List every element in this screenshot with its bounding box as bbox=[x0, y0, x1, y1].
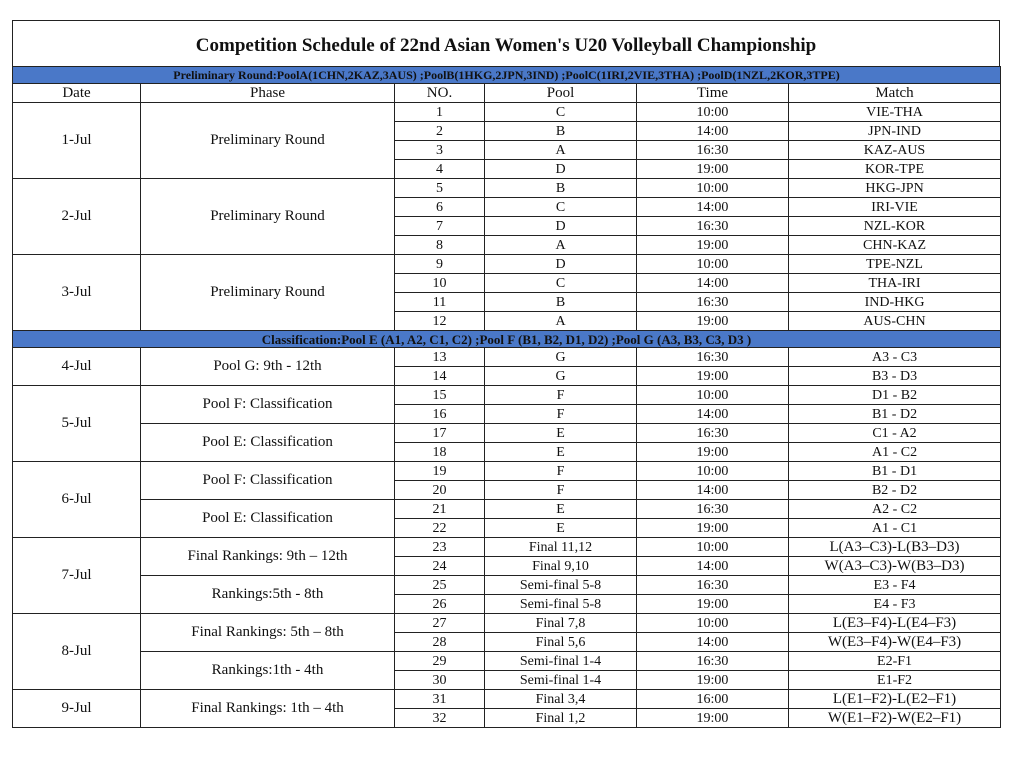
match-cell: A1 - C2 bbox=[789, 443, 1001, 462]
match-no-cell: 22 bbox=[395, 519, 485, 538]
match-no-cell: 1 bbox=[395, 103, 485, 122]
date-cell: 1-Jul bbox=[13, 103, 141, 179]
match-no-cell: 25 bbox=[395, 576, 485, 595]
time-cell: 16:30 bbox=[637, 217, 789, 236]
match-cell: L(E3–F4)-L(E4–F3) bbox=[789, 614, 1001, 633]
match-no-cell: 26 bbox=[395, 595, 485, 614]
time-cell: 10:00 bbox=[637, 255, 789, 274]
table-row bbox=[13, 386, 1001, 405]
match-cell: B1 - D2 bbox=[789, 405, 1001, 424]
phase-cell: Preliminary Round bbox=[141, 179, 395, 255]
match-cell: B3 - D3 bbox=[789, 367, 1001, 386]
pool-cell: Semi-final 1-4 bbox=[485, 652, 637, 671]
time-cell: 10:00 bbox=[637, 614, 789, 633]
time-cell: 16:30 bbox=[637, 141, 789, 160]
time-cell: 14:00 bbox=[637, 481, 789, 500]
match-no-cell: 7 bbox=[395, 217, 485, 236]
date-cell: 2-Jul bbox=[13, 179, 141, 255]
match-no-cell: 21 bbox=[395, 500, 485, 519]
table-row bbox=[13, 348, 1001, 367]
match-cell: KOR-TPE bbox=[789, 160, 1001, 179]
match-no-cell: 32 bbox=[395, 709, 485, 728]
header-date: Date bbox=[13, 84, 141, 103]
match-cell: D1 - B2 bbox=[789, 386, 1001, 405]
pool-cell: C bbox=[485, 198, 637, 217]
time-cell: 19:00 bbox=[637, 443, 789, 462]
time-cell: 19:00 bbox=[637, 312, 789, 331]
header-no: NO. bbox=[395, 84, 485, 103]
pool-cell: E bbox=[485, 500, 637, 519]
pool-cell: Semi-final 5-8 bbox=[485, 576, 637, 595]
table-row bbox=[13, 576, 1001, 595]
phase-cell: Rankings:5th - 8th bbox=[141, 576, 395, 614]
match-cell: E3 - F4 bbox=[789, 576, 1001, 595]
match-no-cell: 6 bbox=[395, 198, 485, 217]
time-cell: 16:30 bbox=[637, 293, 789, 312]
match-cell: NZL-KOR bbox=[789, 217, 1001, 236]
match-no-cell: 5 bbox=[395, 179, 485, 198]
phase-cell: Pool G: 9th - 12th bbox=[141, 348, 395, 386]
pool-cell: B bbox=[485, 293, 637, 312]
time-cell: 14:00 bbox=[637, 633, 789, 652]
time-cell: 16:30 bbox=[637, 348, 789, 367]
date-cell: 9-Jul bbox=[13, 690, 141, 728]
match-cell: TPE-NZL bbox=[789, 255, 1001, 274]
pool-cell: F bbox=[485, 386, 637, 405]
match-cell: E4 - F3 bbox=[789, 595, 1001, 614]
table-row bbox=[13, 614, 1001, 633]
schedule-table bbox=[12, 66, 1001, 728]
table-row bbox=[13, 500, 1001, 519]
preliminary-banner bbox=[13, 67, 1001, 84]
match-cell: KAZ-AUS bbox=[789, 141, 1001, 160]
time-cell: 14:00 bbox=[637, 198, 789, 217]
match-no-cell: 24 bbox=[395, 557, 485, 576]
match-cell: JPN-IND bbox=[789, 122, 1001, 141]
preliminary-banner-text: Preliminary Round:PoolA(1CHN,2KAZ,3AUS) ;PoolB(1HKG,2JPN,3IND) ;PoolC(1IRI,2VIE,3THA) ;PoolD(1NZL,2KOR,3TPE) bbox=[13, 67, 1001, 84]
match-no-cell: 31 bbox=[395, 690, 485, 709]
match-cell: B1 - D1 bbox=[789, 462, 1001, 481]
match-no-cell: 14 bbox=[395, 367, 485, 386]
phase-cell: Pool F: Classification bbox=[141, 386, 395, 424]
pool-cell: E bbox=[485, 443, 637, 462]
time-cell: 14:00 bbox=[637, 122, 789, 141]
time-cell: 19:00 bbox=[637, 671, 789, 690]
match-no-cell: 9 bbox=[395, 255, 485, 274]
header-phase: Phase bbox=[141, 84, 395, 103]
date-cell: 6-Jul bbox=[13, 462, 141, 538]
match-no-cell: 18 bbox=[395, 443, 485, 462]
match-cell: E1-F2 bbox=[789, 671, 1001, 690]
time-cell: 16:30 bbox=[637, 576, 789, 595]
match-cell: E2-F1 bbox=[789, 652, 1001, 671]
pool-cell: Final 7,8 bbox=[485, 614, 637, 633]
time-cell: 10:00 bbox=[637, 538, 789, 557]
match-no-cell: 28 bbox=[395, 633, 485, 652]
match-cell: A2 - C2 bbox=[789, 500, 1001, 519]
match-cell: VIE-THA bbox=[789, 103, 1001, 122]
match-no-cell: 4 bbox=[395, 160, 485, 179]
date-cell: 8-Jul bbox=[13, 614, 141, 690]
match-cell: B2 - D2 bbox=[789, 481, 1001, 500]
match-cell: C1 - A2 bbox=[789, 424, 1001, 443]
pool-cell: E bbox=[485, 424, 637, 443]
pool-cell: F bbox=[485, 462, 637, 481]
pool-cell: B bbox=[485, 179, 637, 198]
table-row bbox=[13, 103, 1001, 122]
time-cell: 10:00 bbox=[637, 462, 789, 481]
pool-cell: D bbox=[485, 160, 637, 179]
time-cell: 14:00 bbox=[637, 405, 789, 424]
match-cell: L(A3–C3)-L(B3–D3) bbox=[789, 538, 1001, 557]
date-cell: 5-Jul bbox=[13, 386, 141, 462]
time-cell: 16:30 bbox=[637, 652, 789, 671]
table-row bbox=[13, 538, 1001, 557]
match-no-cell: 23 bbox=[395, 538, 485, 557]
pool-cell: G bbox=[485, 348, 637, 367]
pool-cell: A bbox=[485, 141, 637, 160]
pool-cell: C bbox=[485, 274, 637, 293]
phase-cell: Pool E: Classification bbox=[141, 424, 395, 462]
pool-cell: Final 3,4 bbox=[485, 690, 637, 709]
pool-cell: D bbox=[485, 255, 637, 274]
match-no-cell: 16 bbox=[395, 405, 485, 424]
match-cell: CHN-KAZ bbox=[789, 236, 1001, 255]
phase-cell: Rankings:1th - 4th bbox=[141, 652, 395, 690]
time-cell: 14:00 bbox=[637, 274, 789, 293]
match-cell: W(A3–C3)-W(B3–D3) bbox=[789, 557, 1001, 576]
match-cell: AUS-CHN bbox=[789, 312, 1001, 331]
time-cell: 16:00 bbox=[637, 690, 789, 709]
match-cell: W(E1–F2)-W(E2–F1) bbox=[789, 709, 1001, 728]
pool-cell: C bbox=[485, 103, 637, 122]
date-cell: 7-Jul bbox=[13, 538, 141, 614]
phase-cell: Pool E: Classification bbox=[141, 500, 395, 538]
table-row bbox=[13, 652, 1001, 671]
date-cell: 4-Jul bbox=[13, 348, 141, 386]
match-cell: A3 - C3 bbox=[789, 348, 1001, 367]
match-no-cell: 10 bbox=[395, 274, 485, 293]
match-cell: HKG-JPN bbox=[789, 179, 1001, 198]
time-cell: 19:00 bbox=[637, 236, 789, 255]
match-no-cell: 29 bbox=[395, 652, 485, 671]
pool-cell: G bbox=[485, 367, 637, 386]
match-cell: IND-HKG bbox=[789, 293, 1001, 312]
pool-cell: Final 5,6 bbox=[485, 633, 637, 652]
time-cell: 19:00 bbox=[637, 367, 789, 386]
time-cell: 10:00 bbox=[637, 179, 789, 198]
phase-cell: Pool F: Classification bbox=[141, 462, 395, 500]
time-cell: 16:30 bbox=[637, 424, 789, 443]
match-no-cell: 3 bbox=[395, 141, 485, 160]
pool-cell: A bbox=[485, 236, 637, 255]
pool-cell: Final 1,2 bbox=[485, 709, 637, 728]
pool-cell: Final 11,12 bbox=[485, 538, 637, 557]
pool-cell: E bbox=[485, 519, 637, 538]
match-no-cell: 30 bbox=[395, 671, 485, 690]
page-title: Competition Schedule of 22nd Asian Women's U20 Volleyball Championship bbox=[12, 20, 1000, 66]
time-cell: 16:30 bbox=[637, 500, 789, 519]
table-row bbox=[13, 255, 1001, 274]
table-row bbox=[13, 424, 1001, 443]
phase-cell: Final Rankings: 1th – 4th bbox=[141, 690, 395, 728]
match-no-cell: 12 bbox=[395, 312, 485, 331]
phase-cell: Final Rankings: 9th – 12th bbox=[141, 538, 395, 576]
match-no-cell: 2 bbox=[395, 122, 485, 141]
pool-cell: B bbox=[485, 122, 637, 141]
phase-cell: Final Rankings: 5th – 8th bbox=[141, 614, 395, 652]
header-time: Time bbox=[637, 84, 789, 103]
classification-banner-text: Classification:Pool E (A1, A2, C1, C2) ;Pool F (B1, B2, D1, D2) ;Pool G (A3, B3, C3, D3 ) bbox=[13, 331, 1001, 348]
pool-cell: Semi-final 1-4 bbox=[485, 671, 637, 690]
schedule-sheet bbox=[12, 20, 1000, 728]
phase-cell: Preliminary Round bbox=[141, 255, 395, 331]
match-cell: W(E3–F4)-W(E4–F3) bbox=[789, 633, 1001, 652]
pool-cell: Final 9,10 bbox=[485, 557, 637, 576]
match-no-cell: 27 bbox=[395, 614, 485, 633]
match-no-cell: 17 bbox=[395, 424, 485, 443]
match-cell: A1 - C1 bbox=[789, 519, 1001, 538]
time-cell: 19:00 bbox=[637, 519, 789, 538]
header-match: Match bbox=[789, 84, 1001, 103]
time-cell: 10:00 bbox=[637, 386, 789, 405]
match-no-cell: 19 bbox=[395, 462, 485, 481]
pool-cell: F bbox=[485, 481, 637, 500]
time-cell: 19:00 bbox=[637, 595, 789, 614]
match-cell: THA-IRI bbox=[789, 274, 1001, 293]
match-cell: IRI-VIE bbox=[789, 198, 1001, 217]
time-cell: 19:00 bbox=[637, 160, 789, 179]
date-cell: 3-Jul bbox=[13, 255, 141, 331]
table-row bbox=[13, 462, 1001, 481]
match-no-cell: 15 bbox=[395, 386, 485, 405]
pool-cell: A bbox=[485, 312, 637, 331]
match-no-cell: 11 bbox=[395, 293, 485, 312]
table-row bbox=[13, 690, 1001, 709]
pool-cell: F bbox=[485, 405, 637, 424]
time-cell: 14:00 bbox=[637, 557, 789, 576]
time-cell: 19:00 bbox=[637, 709, 789, 728]
pool-cell: Semi-final 5-8 bbox=[485, 595, 637, 614]
header-pool: Pool bbox=[485, 84, 637, 103]
pool-cell: D bbox=[485, 217, 637, 236]
phase-cell: Preliminary Round bbox=[141, 103, 395, 179]
classification-banner bbox=[13, 331, 1001, 348]
header-row bbox=[13, 84, 1001, 103]
match-no-cell: 8 bbox=[395, 236, 485, 255]
match-cell: L(E1–F2)-L(E2–F1) bbox=[789, 690, 1001, 709]
time-cell: 10:00 bbox=[637, 103, 789, 122]
match-no-cell: 20 bbox=[395, 481, 485, 500]
table-row bbox=[13, 179, 1001, 198]
match-no-cell: 13 bbox=[395, 348, 485, 367]
